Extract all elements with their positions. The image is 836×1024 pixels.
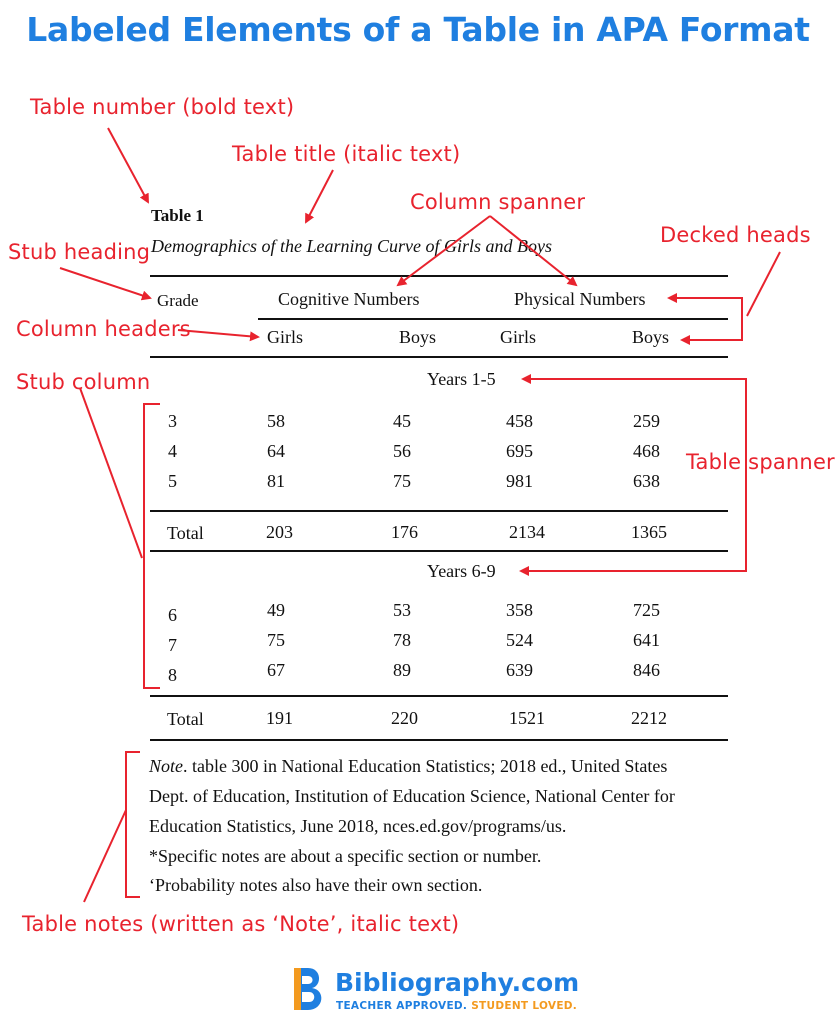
stub-cell: 7 <box>168 635 177 655</box>
table-cell: 78 <box>393 630 411 650</box>
table-cell: 638 <box>633 471 660 491</box>
table-cell: 725 <box>633 600 660 620</box>
column-header-boys-1: Boys <box>399 327 437 347</box>
table-cell: 358 <box>506 600 533 620</box>
annotation-stub-column: Stub column <box>16 370 151 394</box>
note-line-2: Dept. of Education, Institution of Education Science, National Center for <box>149 786 675 806</box>
total-cell: 2134 <box>509 522 545 542</box>
annotation-column-spanner: Column spanner <box>410 190 586 214</box>
stub-cell: 5 <box>168 471 177 491</box>
arrow-table-number <box>108 128 148 202</box>
table-cell: 81 <box>267 471 285 491</box>
column-header-girls-1: Girls <box>267 327 303 347</box>
total-cell: 220 <box>391 708 418 728</box>
arrow-decked-heads-diag <box>747 252 780 316</box>
total-cell: 203 <box>266 522 293 542</box>
table-cell: 846 <box>633 660 660 680</box>
stub-heading: Grade <box>157 291 199 310</box>
spanner-physical: Physical Numbers <box>514 289 646 309</box>
table-cell: 49 <box>267 600 285 620</box>
table-cell: 981 <box>506 471 533 491</box>
logo-tagline-part2: STUDENT LOVED. <box>471 1000 578 1012</box>
arrow-table-title <box>306 170 333 222</box>
arrow-column-spanner-left <box>398 216 490 285</box>
annotation-table-title: Table title (italic text) <box>232 142 461 166</box>
arrow-column-spanner-right <box>490 216 576 285</box>
table-cell: 58 <box>267 411 285 431</box>
bracket-table-spanner <box>523 379 746 571</box>
table-cell: 75 <box>267 630 285 650</box>
table-spanner-years-1-5: Years 1-5 <box>427 369 496 389</box>
total-cell: 1521 <box>509 708 545 728</box>
stub-cell: 3 <box>168 411 177 431</box>
table-cell: 639 <box>506 660 533 680</box>
annotation-table-number: Table number (bold text) <box>30 95 295 119</box>
table-cell: 259 <box>633 411 660 431</box>
column-header-boys-2: Boys <box>632 327 670 347</box>
table-cell: 524 <box>506 630 533 650</box>
arrow-table-notes <box>84 810 126 902</box>
note-line-3: Education Statistics, June 2018, nces.ed.gov/programs/us. <box>149 816 567 836</box>
bracket-stub-column <box>144 404 160 688</box>
arrow-column-headers <box>178 330 258 337</box>
total-cell: 176 <box>391 522 418 542</box>
annotation-table-spanner: Table spanner <box>686 450 835 474</box>
table-cell: 641 <box>633 630 660 650</box>
annotation-stub-heading: Stub heading <box>8 240 151 264</box>
table-cell: 458 <box>506 411 533 431</box>
stub-cell: 4 <box>168 441 177 461</box>
probability-note: ‘Probability notes also have their own section. <box>149 875 483 895</box>
table-cell: 67 <box>267 660 285 680</box>
logo-tagline-part1: TEACHER APPROVED. <box>336 1000 468 1012</box>
table-cell: 56 <box>393 441 411 461</box>
column-header-girls-2: Girls <box>500 327 536 347</box>
stub-cell: 6 <box>168 605 177 625</box>
spanner-cognitive: Cognitive Numbers <box>278 289 420 309</box>
table-number: Table 1 <box>151 206 204 225</box>
bracket-table-notes <box>126 752 140 897</box>
table-cell: 64 <box>267 441 285 461</box>
table-spanner-years-6-9: Years 6-9 <box>427 561 496 581</box>
table-cell: 695 <box>506 441 533 461</box>
page-title: Labeled Elements of a Table in APA Format <box>26 10 810 49</box>
annotation-column-headers: Column headers <box>16 317 191 341</box>
specific-note: *Specific notes are about a specific section or number. <box>149 846 542 866</box>
table-cell: 89 <box>393 660 411 680</box>
arrow-stub-heading <box>60 268 150 298</box>
table-cell: 45 <box>393 411 411 431</box>
total-label: Total <box>167 709 204 729</box>
table-cell: 53 <box>393 600 411 620</box>
total-cell: 2212 <box>631 708 667 728</box>
note-label: Note <box>149 756 183 776</box>
annotation-decked-heads: Decked heads <box>660 223 811 247</box>
annotation-table-notes: Table notes (written as ‘Note’, italic text) <box>22 912 460 936</box>
table-title: Demographics of the Learning Curve of Girls and Boys <box>151 236 552 256</box>
bibliography-logo-icon <box>288 964 328 1014</box>
table-cell: 468 <box>633 441 660 461</box>
bracket-decked-heads <box>669 298 742 340</box>
logo-tagline <box>336 1000 577 1012</box>
arrow-stub-column <box>80 388 142 558</box>
logo-name: Bibliography.com <box>335 968 580 997</box>
note-line-1-text: . table 300 in National Education Statistics; 2018 ed., United States <box>183 756 668 776</box>
total-cell: 191 <box>266 708 293 728</box>
table-cell: 75 <box>393 471 411 491</box>
total-cell: 1365 <box>631 522 667 542</box>
total-label: Total <box>167 523 204 543</box>
stub-cell: 8 <box>168 665 177 685</box>
